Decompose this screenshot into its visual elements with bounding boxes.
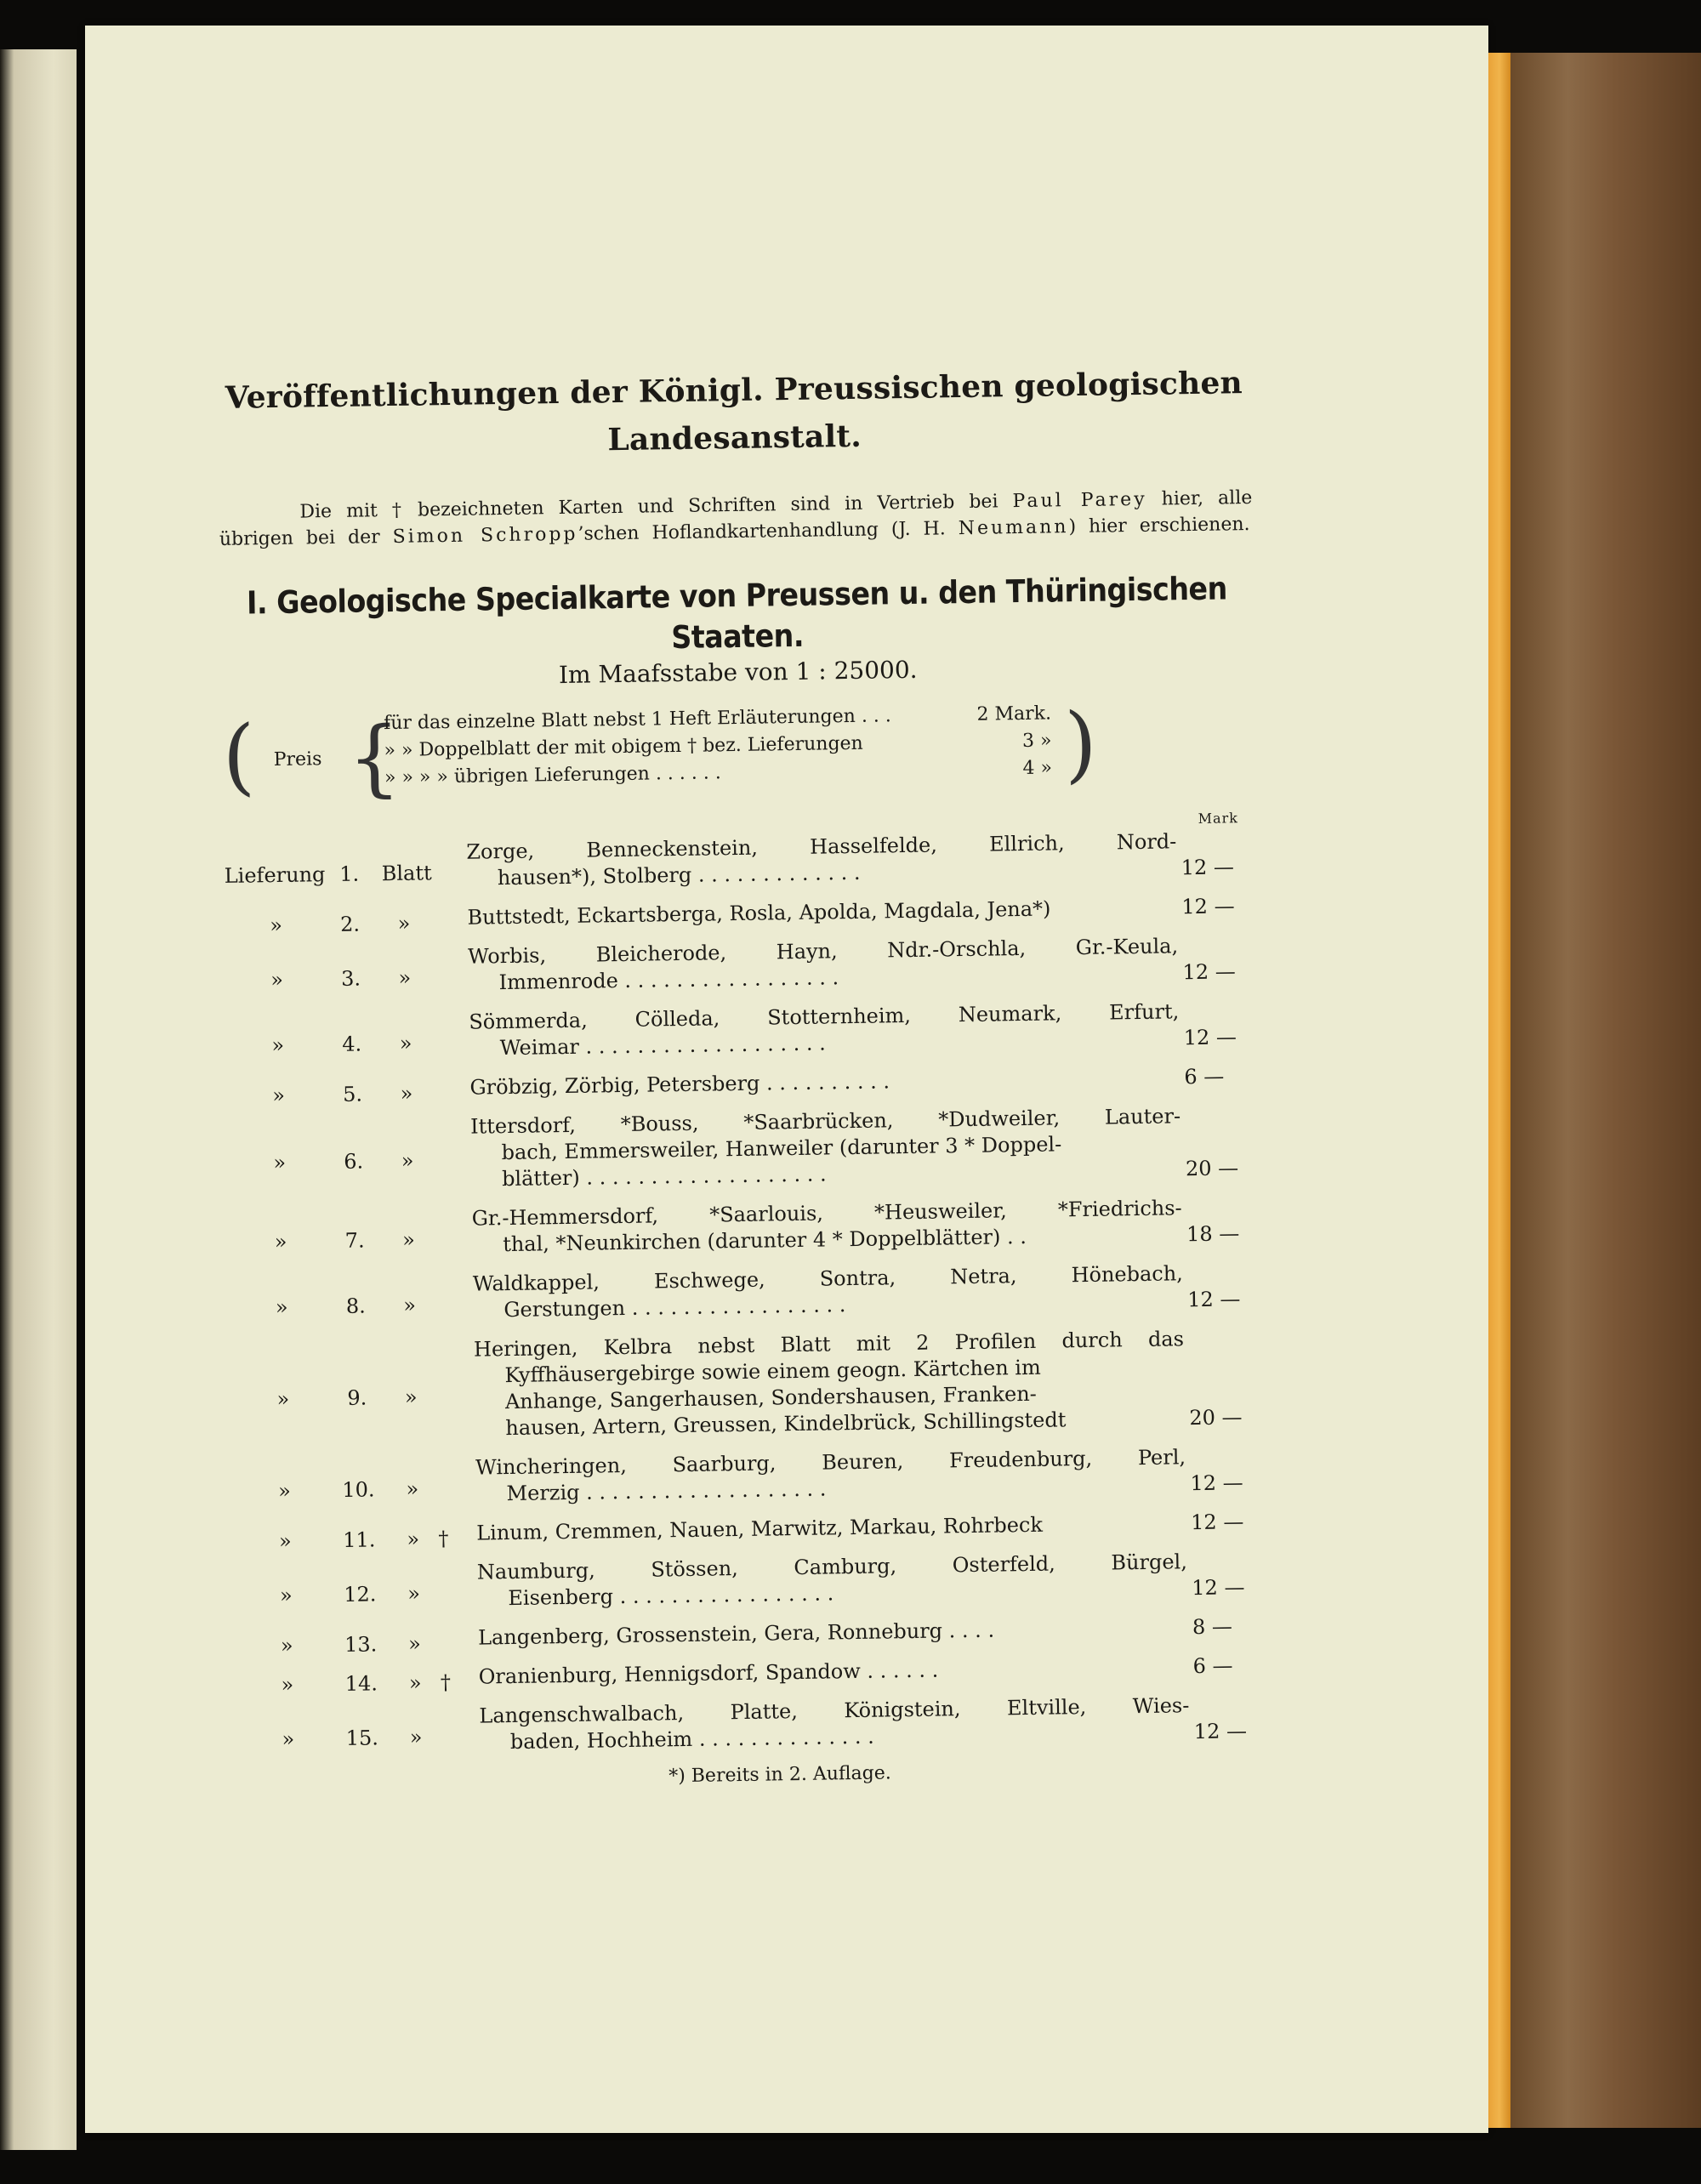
- price-line-text: » » » » übrigen Lieferungen . . . . . .: [384, 762, 721, 789]
- sheet-names: [472, 1195, 1183, 1258]
- price-line-value: 3 »: [1021, 730, 1052, 752]
- delivery-row: [235, 1548, 1269, 1616]
- delivery-number: 11.: [343, 1527, 376, 1552]
- section-scale: Im Maafsstabe von 1 : 25000.: [558, 655, 918, 690]
- sheet-names: [466, 828, 1177, 891]
- delivery-number: 4.: [342, 1032, 362, 1056]
- delivery-number: 13.: [344, 1632, 378, 1657]
- delivery-number: 15.: [345, 1725, 379, 1750]
- lieferung-label: Lieferung: [224, 862, 326, 888]
- price-line-value: 4 »: [1022, 757, 1053, 779]
- delivery-price: 12 —: [1180, 855, 1235, 880]
- ditto-mark: »: [401, 1227, 416, 1252]
- ditto-mark: »: [281, 1672, 294, 1698]
- sheet-line: hausen, Artern, Greussen, Kindelbrück, Schillingstedt: [505, 1408, 1067, 1441]
- ditto-mark: »: [407, 1631, 422, 1656]
- delivery-price: 12 —: [1192, 1575, 1245, 1601]
- dagger-mark: †: [438, 1527, 449, 1551]
- open-paren: (: [221, 708, 256, 805]
- sheet-line: hausen*), Stolberg . . . . . . . . . . . . .: [497, 860, 861, 890]
- sheet-names: [467, 894, 1177, 930]
- delivery-price: 6 —: [1184, 1064, 1225, 1089]
- delivery-list: [224, 828, 1271, 1760]
- sheet-line: Zorge, Benneckenstein, Hasselfelde, Ellrich, Nord-: [466, 829, 1177, 864]
- sheet-line: bach, Emmersweiler, Hanweiler (darunter 3 * Doppel-: [501, 1132, 1062, 1165]
- sheet-line: Waldkappel, Eschwege, Sontra, Netra, Hönebach,: [472, 1261, 1184, 1296]
- ditto-mark: »: [270, 913, 283, 938]
- sheet-names: [473, 1260, 1184, 1323]
- delivery-price: 12 —: [1183, 1025, 1237, 1050]
- delivery-row: [236, 1613, 1269, 1658]
- delivery-row: [231, 1325, 1266, 1446]
- sheet-line: Sömmerda, Cölleda, Stotternheim, Neumark, Erfurt,: [469, 999, 1180, 1034]
- delivery-price: 12 —: [1182, 959, 1236, 985]
- mark-column-header: Mark: [1198, 810, 1239, 827]
- ditto-mark: »: [398, 965, 412, 990]
- delivery-number: 7.: [344, 1228, 365, 1253]
- ditto-mark: »: [272, 1083, 286, 1108]
- sheet-line: Gerstungen . . . . . . . . . . . . . . . . .: [503, 1293, 846, 1322]
- title-line-1: Veröffentlichungen der Königl. Preussischen geologischen: [225, 365, 1243, 416]
- sheet-names: [469, 1064, 1180, 1101]
- delivery-price: 20 —: [1185, 1156, 1239, 1181]
- sheet-names: [469, 998, 1180, 1061]
- sheet-line: Langenschwalbach, Platte, Königstein, Eltville, Wies-: [479, 1693, 1190, 1728]
- sheet-names: [475, 1444, 1186, 1507]
- ditto-mark: »: [408, 1670, 422, 1695]
- sheet-line: Immenrode . . . . . . . . . . . . . . . . .: [498, 965, 839, 995]
- delivery-row: [236, 1692, 1271, 1760]
- price-line-value: 2 Mark.: [976, 702, 1052, 725]
- ditto-mark: »: [407, 1527, 420, 1551]
- ditto-mark: »: [271, 1032, 285, 1057]
- sheet-names: [474, 1326, 1186, 1442]
- close-paren: ): [1063, 695, 1098, 793]
- sheet-names: [479, 1653, 1189, 1690]
- sheet-line: thal, *Neunkirchen (darunter 4 * Doppelblätter) . .: [503, 1224, 1027, 1257]
- blatt-label: Blatt: [381, 860, 432, 885]
- sheet-line: Langenberg, Grossenstein, Gera, Ronneburg . . . .: [477, 1618, 995, 1650]
- delivery-number: 5.: [342, 1082, 363, 1106]
- ditto-mark: »: [282, 1726, 295, 1751]
- sheet-line: Anhange, Sangerhausen, Sondershausen, Franken-: [504, 1381, 1038, 1414]
- dagger-mark: †: [440, 1670, 452, 1695]
- delivery-price: 18 —: [1186, 1221, 1240, 1247]
- sheet-names: [477, 1549, 1188, 1612]
- intro-paragraph: [219, 485, 1253, 553]
- book-cover-edge: [1510, 53, 1701, 2128]
- sheet-line: Kyffhäusergebirge sowie einem geogn. Kärtchen im: [504, 1355, 1041, 1388]
- sheet-line: Heringen, Kelbra nebst Blatt mit 2 Profilen durch das: [473, 1327, 1185, 1362]
- ditto-mark: »: [273, 1150, 287, 1175]
- delivery-number: 8.: [345, 1294, 366, 1318]
- delivery-number: 6.: [344, 1149, 364, 1174]
- ditto-mark: »: [399, 1031, 412, 1055]
- delivery-row: [236, 1652, 1270, 1698]
- delivery-number: 9.: [347, 1385, 367, 1410]
- sheet-names: [468, 933, 1179, 996]
- sheet-line: Eisenberg . . . . . . . . . . . . . . . . .: [508, 1581, 834, 1611]
- delivery-row: [225, 893, 1258, 938]
- delivery-price: 12 —: [1193, 1719, 1248, 1744]
- intro-text-2: hier, alle übrigen bei der: [219, 486, 1253, 550]
- delivery-price: 8 —: [1192, 1614, 1233, 1640]
- ditto-mark: »: [278, 1528, 292, 1554]
- intro-name-neumann: Neumann: [958, 516, 1069, 540]
- delivery-number: 10.: [342, 1476, 375, 1502]
- ditto-mark: »: [270, 967, 284, 992]
- sheet-line: Ittersdorf, *Bouss, *Saarbrücken, *Dudweiler, Lauter-: [469, 1104, 1181, 1139]
- intro-text-3: ’schen Hoflandkartenhandlung (J. H.: [577, 518, 959, 545]
- intro-name-parey: Paul Parey: [1012, 488, 1147, 513]
- ditto-mark: »: [401, 1148, 414, 1173]
- delivery-number: 14.: [344, 1671, 378, 1696]
- delivery-price: 12 —: [1190, 1470, 1243, 1496]
- brace-symbol: {: [346, 708, 401, 807]
- ditto-mark: »: [400, 1081, 413, 1106]
- sheet-line: Wincheringen, Saarburg, Beuren, Freudenburg, Perl,: [475, 1445, 1186, 1480]
- title-line-2: Landesanstalt.: [607, 418, 862, 458]
- intro-name-schropp: Simon Schropp: [392, 523, 578, 548]
- sheet-line: baden, Hochheim . . . . . . . . . . . . . .: [509, 1724, 874, 1755]
- delivery-number: 2.: [339, 912, 361, 936]
- sheet-line: Worbis, Bleicherode, Hayn, Ndr.-Orschla, Gr.-Keula,: [467, 934, 1179, 969]
- intro-text-4: ) hier erschienen.: [1068, 514, 1250, 538]
- delivery-number: 1.: [339, 862, 360, 886]
- ditto-mark: »: [406, 1476, 419, 1501]
- ditto-mark: »: [397, 911, 411, 936]
- ditto-mark: »: [404, 1385, 418, 1409]
- ditto-mark: »: [275, 1294, 288, 1319]
- sheet-line: Gr.-Hemmersdorf, *Saarlouis, *Heusweiler, *Friedrichs-: [471, 1196, 1182, 1231]
- delivery-row: [227, 1063, 1260, 1108]
- delivery-price: 12 —: [1187, 1287, 1241, 1312]
- section-heading: I. Geologische Specialkarte von Preussen u. den Thüringischen Staaten.: [246, 570, 1228, 657]
- delivery-price: 6 —: [1192, 1653, 1233, 1679]
- delivery-row: [228, 1102, 1262, 1197]
- sheet-line: blätter) . . . . . . . . . . . . . . . . . . .: [501, 1162, 827, 1192]
- sheet-line: Oranienburg, Hennigsdorf, Spandow . . . . . .: [478, 1658, 939, 1689]
- ditto-mark: »: [403, 1293, 417, 1317]
- ditto-mark: »: [409, 1725, 423, 1749]
- sheet-names: [476, 1510, 1186, 1546]
- delivery-row: [230, 1194, 1264, 1262]
- ditto-mark: »: [279, 1583, 293, 1607]
- footnote: *) Bereits in 2. Auflage.: [668, 1762, 891, 1788]
- sheet-names: [479, 1692, 1190, 1755]
- price-block: [222, 697, 1257, 815]
- sheet-names: [470, 1103, 1181, 1192]
- delivery-number: 12.: [343, 1581, 377, 1607]
- price-label: Preis: [273, 748, 322, 771]
- sheet-line: Weimar . . . . . . . . . . . . . . . . . . .: [499, 1031, 826, 1061]
- ditto-mark: »: [280, 1633, 293, 1658]
- ditto-mark: »: [276, 1386, 290, 1411]
- ditto-mark: »: [407, 1581, 421, 1606]
- delivery-row: [226, 998, 1260, 1066]
- sheet-line: Merzig . . . . . . . . . . . . . . . . . . .: [506, 1476, 827, 1506]
- left-page-edge: [0, 49, 77, 2150]
- delivery-number: 3.: [340, 966, 361, 991]
- delivery-row: [234, 1509, 1267, 1554]
- sheet-line: Linum, Cremmen, Nauen, Marwitz, Markau, Rohrbeck: [476, 1512, 1044, 1545]
- sheet-line: Gröbzig, Zörbig, Petersberg . . . . . . . . . .: [469, 1069, 890, 1100]
- price-lines: [384, 700, 1065, 792]
- document-title: [217, 359, 1252, 469]
- sheet-line: Naumburg, Stössen, Camburg, Osterfeld, Bürgel,: [476, 1550, 1188, 1584]
- intro-text-1: Die mit † bezeichneten Karten und Schriften sind in Vertrieb bei: [299, 491, 998, 523]
- page-edge-yellow: [1488, 53, 1510, 2128]
- ditto-mark: »: [277, 1478, 292, 1503]
- delivery-price: 12 —: [1190, 1510, 1244, 1535]
- ditto-mark: »: [274, 1229, 287, 1254]
- sheet-line: Buttstedt, Eckartsberga, Rosla, Apolda, Magdala, Jena*): [467, 896, 1051, 930]
- page-content: [217, 359, 1271, 1812]
- price-line-text: für das einzelne Blatt nebst 1 Heft Erläuterungen . . .: [383, 705, 891, 735]
- delivery-row: [225, 932, 1260, 1000]
- delivery-price: 20 —: [1189, 1405, 1243, 1430]
- sheet-names: [478, 1614, 1188, 1651]
- delivery-row: [230, 1260, 1265, 1328]
- delivery-row: [233, 1443, 1267, 1511]
- price-line-text: » » Doppelblatt der mit obigem † bez. Lieferungen: [384, 732, 863, 762]
- delivery-price: 12 —: [1181, 894, 1235, 919]
